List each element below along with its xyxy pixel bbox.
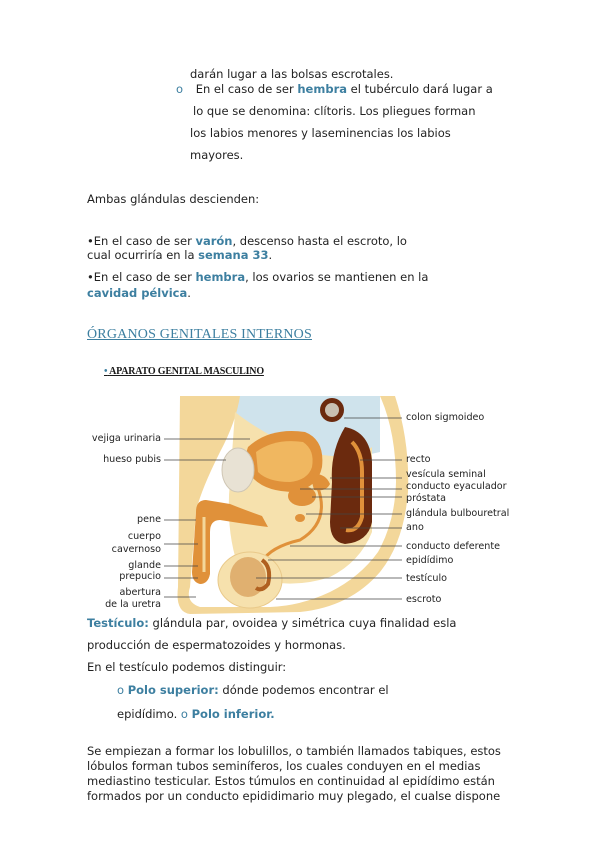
text: •En el caso de ser [87,234,196,248]
glands-intro: Ambas glándulas descienden: [87,192,260,206]
label-cavernoso: cavernoso [111,544,161,555]
testis-definition [87,616,456,630]
para-line: mediastino testicular. Estos túmulos en continuidad al epidídimo están [87,774,495,788]
list-text: En el caso de ser [195,82,298,96]
list-line: lo que se denomina: clítoris. Los pliegues forman [193,104,476,118]
text: dónde podemos encontrar el [218,683,389,697]
label-prepucio: prepucio [119,571,161,582]
text: •En el caso de ser [87,270,196,284]
label-recto: recto [406,454,431,465]
highlight-semana: semana 33 [198,248,269,262]
glands-female-2 [87,286,191,300]
label-conducto-eyaculador: conducto eyaculador [406,481,507,492]
label-hueso-pubis: hueso pubis [103,454,161,465]
label-vesicula: vesícula seminal [406,469,486,480]
text: . [268,248,273,262]
glands-male-2 [87,248,272,262]
bullet-dot-icon: • [104,366,108,377]
text: cual ocurriría en la [87,248,199,262]
bullet-circle-icon: o [180,707,188,721]
testis-distinguish: En el testículo podemos distinguir: [87,660,287,674]
term-polo-superior: Polo superior: [127,683,219,697]
label-vejiga: vejiga urinaria [91,433,161,444]
highlight-varon: varón [195,234,233,248]
text: , descenso hasta el escroto, lo [232,234,407,248]
label-epididimo: epidídimo [406,555,454,566]
label-glandula-bulbouretral: glándula bulbouretral [406,508,510,519]
label-uretra: de la uretra [105,599,161,610]
label-glande: glande [128,560,161,571]
label-conducto-deferente: conducto deferente [406,541,501,552]
pubic-bone [222,448,254,492]
label-escroto: escroto [406,594,442,605]
highlight-hembra: hembra [195,270,246,284]
text: . [187,286,191,300]
list-line: darán lugar a las bolsas escrotales. [190,67,394,81]
label-abertura: abertura [119,587,161,598]
para-line: lóbulos forman tubos seminíferos, los cuales conduyen en el medias [87,759,481,773]
highlight-hembra: hembra [297,82,348,96]
label-colon: colon sigmoideo [406,412,485,423]
list-item-hembra [176,82,493,96]
section-subheading [104,366,264,377]
label-ano: ano [406,522,424,533]
list-text: el tubérculo dará lugar a [347,82,493,96]
section-heading: ÓRGANOS GENITALES INTERNOS [87,327,312,342]
label-cuerpo: cuerpo [127,531,161,542]
polo-inferior-item [117,707,275,721]
label-testiculo: testículo [406,573,447,584]
list-line: los labios menores y laseminencias los labios [190,126,451,140]
glands-male [87,234,407,248]
polo-superior-item [117,683,389,697]
subheading-text: APARATO GENITAL MASCULINO [109,366,264,377]
list-line: mayores. [190,148,244,162]
glands-female [87,270,428,284]
term-polo-inferior: Polo inferior. [191,707,275,721]
highlight-cavidad: cavidad pélvica [87,286,188,300]
text: , los ovarios se mantienen en la [245,270,429,284]
testis-definition-2: producción de espermatozoides y hormonas. [87,638,346,652]
text: glándula par, ovoidea y simétrica cuya finalidad esla [148,616,457,630]
anatomy-diagram [0,392,600,617]
bullet-circle-icon: o [176,82,184,96]
label-pene: pene [137,514,161,525]
term-testiculo: Testículo: [87,616,149,630]
text: epidídimo. [117,707,181,721]
bullet-circle-icon: o [117,683,125,697]
para-line: Se empiezan a formar los lobulillos, o también llamados tabiques, estos [87,744,501,758]
para-line: formados por un conducto epididimario muy plegado, el cualse dispone [87,789,501,803]
label-prostata: próstata [406,493,446,504]
